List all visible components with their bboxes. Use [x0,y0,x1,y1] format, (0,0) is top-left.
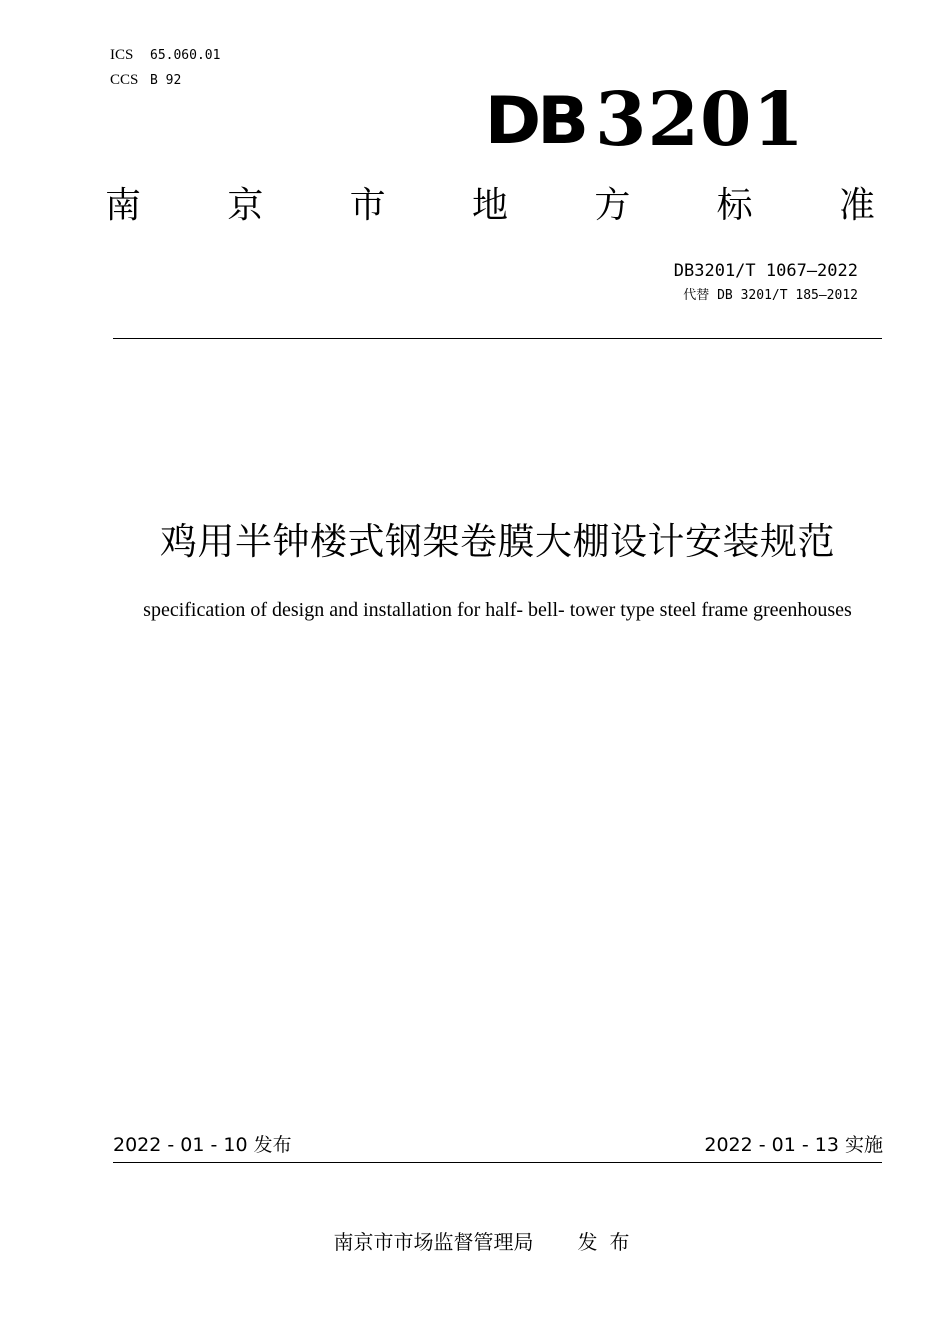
db-logo-mark: DB [484,84,586,160]
standard-type-char: 准 [838,185,875,226]
db-logo-code: 3201 [595,77,805,163]
standard-type-char: 地 [471,185,508,226]
replaced-standard: 代替 DB 3201/T 185—2012 [683,288,858,303]
footer-divider [113,1162,882,1163]
standard-type-char: 南 [105,185,142,226]
standard-type-char: 京 [227,185,264,226]
ics-line [110,46,220,65]
ics-code: 65.060.01 [150,48,221,63]
implement-date: 2022 - 01 - 13 实施 [704,1134,883,1156]
ccs-label: CCS [110,72,139,88]
standard-type-heading [105,184,875,228]
ccs-line [110,71,181,90]
standard-number: DB3201/T 1067—2022 [673,261,858,281]
db-logo [484,77,805,163]
standard-type-char: 方 [594,185,631,226]
issuer-line [0,1228,950,1256]
standard-type-char: 市 [349,185,386,226]
publish-date: 2022 - 01 - 10 发布 [113,1134,292,1156]
ccs-code: B 92 [150,73,182,88]
issuer-name: 南京市市场监督管理局 [333,1230,534,1254]
document-title-chinese: 鸡用半钟楼式钢架卷膜大棚设计安装规范 [160,520,835,563]
header-divider [113,338,882,339]
issuer-action: 发布 [577,1230,642,1254]
document-title-english: specification of design and installation for half- bell- tower type steel frame greenhouses [143,599,852,621]
standard-type-char: 标 [716,185,753,226]
ics-label: ICS [110,47,134,63]
